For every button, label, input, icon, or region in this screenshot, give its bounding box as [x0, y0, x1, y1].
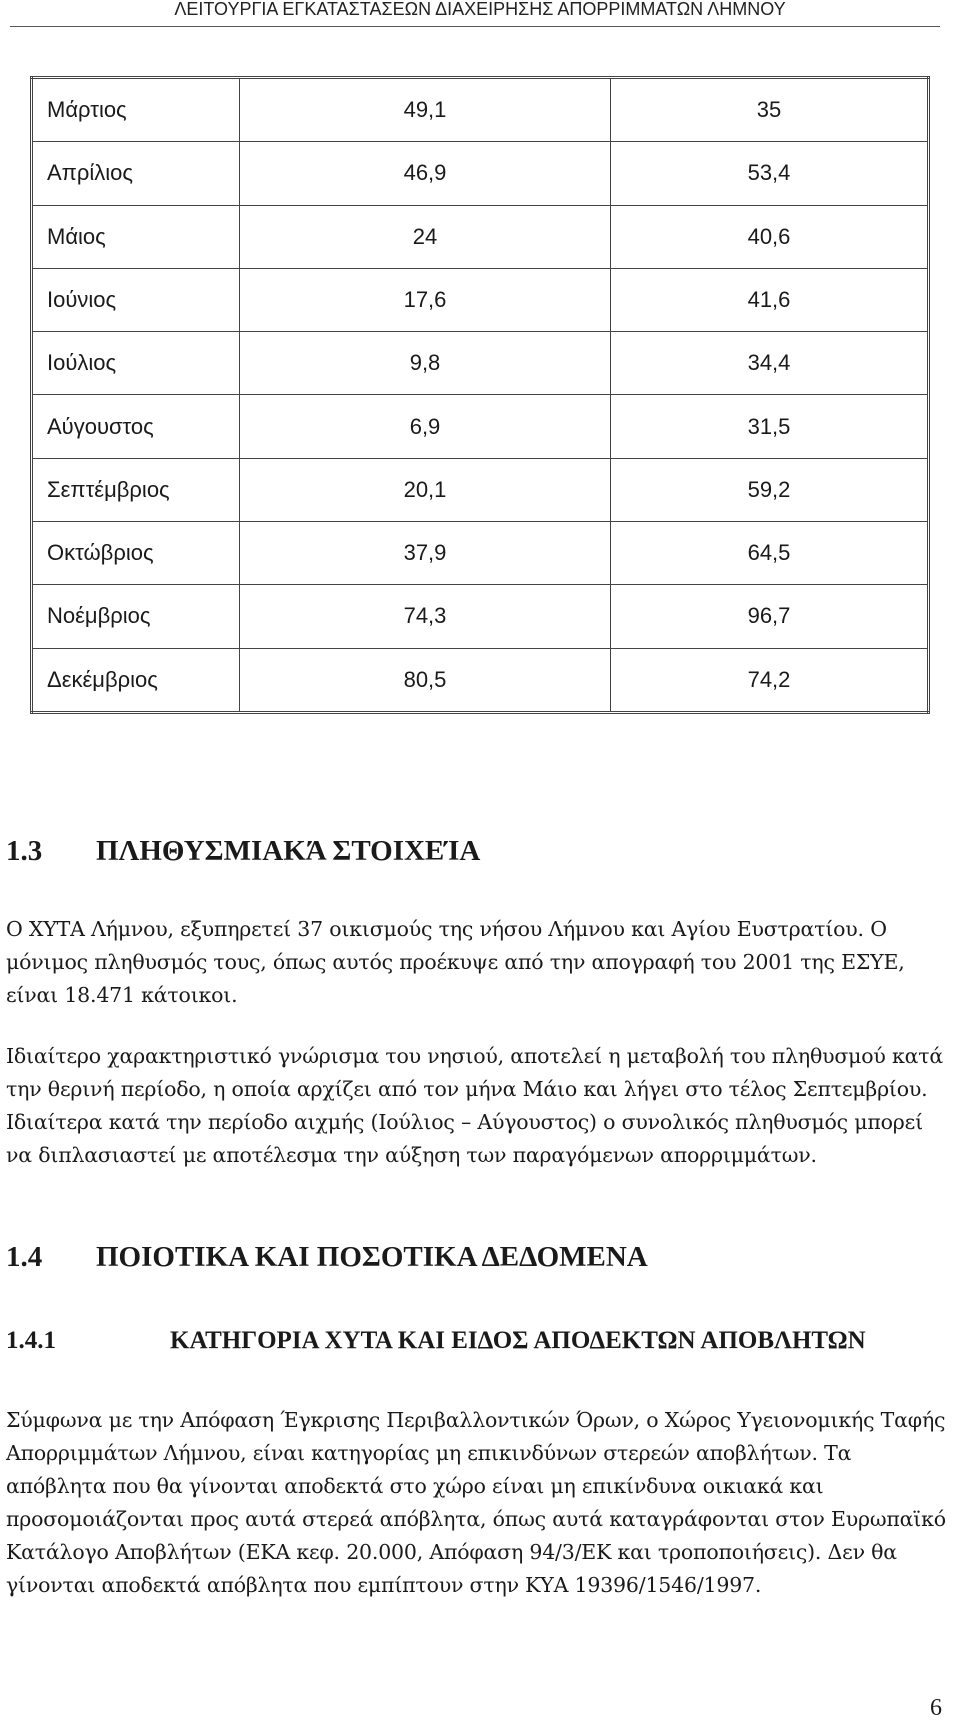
table-row [32, 142, 929, 205]
table-row [32, 585, 929, 648]
month-cell: Μάιος [32, 205, 240, 268]
value-cell: 35 [611, 78, 929, 142]
table-row [32, 78, 929, 142]
value-cell: 49,1 [240, 78, 611, 142]
value-cell: 74,2 [611, 648, 929, 712]
value-cell: 64,5 [611, 522, 929, 585]
subsection-title: ΚΑΤΗΓΟΡΙΑ ΧΥΤΑ ΚΑΙ ΕΙΔΟΣ ΑΠΟΔΕΚΤΩΝ ΑΠΟΒΛΗΤΩΝ [170, 1327, 866, 1354]
value-cell: 41,6 [611, 268, 929, 331]
value-cell: 17,6 [240, 268, 611, 331]
section-title: ΠΟΙΟΤΙΚΑ ΚΑΙ ΠΟΣΟΤΙΚΑ ΔΕΔΟΜΕΝΑ [96, 1241, 648, 1273]
monthly-data-table [30, 76, 930, 714]
month-cell: Ιούλιος [32, 332, 240, 395]
header-rule [10, 26, 940, 27]
value-cell: 40,6 [611, 205, 929, 268]
month-cell: Αύγουστος [32, 395, 240, 458]
population-paragraph-1: Ο ΧΥΤΑ Λήμνου, εξυπηρετεί 37 οικισμούς της νήσου Λήμνου και Αγίου Ευστρατίου. Ο μόνιμος πληθυσμός τους, όπως αυτός προέκυψε από την απογραφή του 2001 της ΕΣΥΕ, είναι 18.471 κάτοικοι. [6, 917, 905, 1007]
value-cell: 74,3 [240, 585, 611, 648]
value-cell: 6,9 [240, 395, 611, 458]
value-cell: 20,1 [240, 458, 611, 521]
section-number: 1.3 [6, 835, 43, 867]
value-cell: 9,8 [240, 332, 611, 395]
page-header: ΛΕΙΤΟΥΡΓΙΑ ΕΓΚΑΤΑΣΤΑΣΕΩΝ ΔΙΑΧΕΙΡΗΣΗΣ ΑΠΟΡΡΙΜΜΑΤΩΝ ΛΗΜΝΟΥ [174, 0, 786, 19]
value-cell: 96,7 [611, 585, 929, 648]
month-cell: Σεπτέμβριος [32, 458, 240, 521]
table-row [32, 458, 929, 521]
month-cell: Δεκέμβριος [32, 648, 240, 712]
table-row [32, 332, 929, 395]
table-row [32, 395, 929, 458]
section-title: ΠΛΗΘΥΣΜΙΑΚΆ ΣΤΟΙΧΕΊΑ [96, 835, 481, 867]
value-cell: 80,5 [240, 648, 611, 712]
table-row [32, 522, 929, 585]
section-1-4-heading [6, 1241, 648, 1274]
subsection-number: 1.4.1 [6, 1327, 56, 1354]
month-cell: Οκτώβριος [32, 522, 240, 585]
month-cell: Μάρτιος [32, 78, 240, 142]
page-number: 6 [930, 1695, 942, 1721]
value-cell: 24 [240, 205, 611, 268]
value-cell: 34,4 [611, 332, 929, 395]
value-cell: 53,4 [611, 142, 929, 205]
month-cell: Νοέμβριος [32, 585, 240, 648]
month-cell: Απρίλιος [32, 142, 240, 205]
value-cell: 59,2 [611, 458, 929, 521]
population-paragraph-2: Ιδιαίτερο χαρακτηριστικό γνώρισμα του νησιού, αποτελεί η μεταβολή του πληθυσμού κατά την θερινή περίοδο, η οποία αρχίζει από τον μήνα Μάιο και λήγει στο τέλος Σεπτεμβρίου. Ιδιαίτερα κατά την περίοδο αιχμής (Ιούλιος – Αύγουστος) ο συνολικός πληθυσμός μπορεί να διπλασιαστεί με αποτέλεσμα την αύξηση των παραγόμενων απορριμμάτων. [6, 1044, 944, 1167]
section-number: 1.4 [6, 1241, 43, 1273]
month-cell: Ιούνιος [32, 268, 240, 331]
table-row [32, 268, 929, 331]
section-1-4-1-heading [6, 1327, 866, 1355]
table-row [32, 648, 929, 712]
waste-category-paragraph: Σύμφωνα με την Απόφαση Έγκρισης Περιβαλλοντικών Όρων, ο Χώρος Υγειονομικής Ταφής Απορριμμάτων Λήμνου, είναι κατηγορίας μη επικινδύνων στερεών αποβλήτων. Τα απόβλητα που θα γίνονται αποδεκτά στο χώρο είναι μη επικίνδυνα οικιακά και προσομοιάζονται προς αυτά στερεά απόβλητα, όπως αυτά καταγράφονται στον Ευρωπαϊκό Κατάλογο Αποβλήτων (ΕΚΑ κεφ. 20.000, Απόφαση 94/3/ΕΚ και τροποποιήσεις). Δεν θα γίνονται αποδεκτά απόβλητα που εμπίπτουν στην ΚΥΑ 19396/1546/1997. [6, 1408, 946, 1597]
section-1-3-heading [6, 835, 480, 868]
value-cell: 37,9 [240, 522, 611, 585]
value-cell: 31,5 [611, 395, 929, 458]
table-row [32, 205, 929, 268]
value-cell: 46,9 [240, 142, 611, 205]
